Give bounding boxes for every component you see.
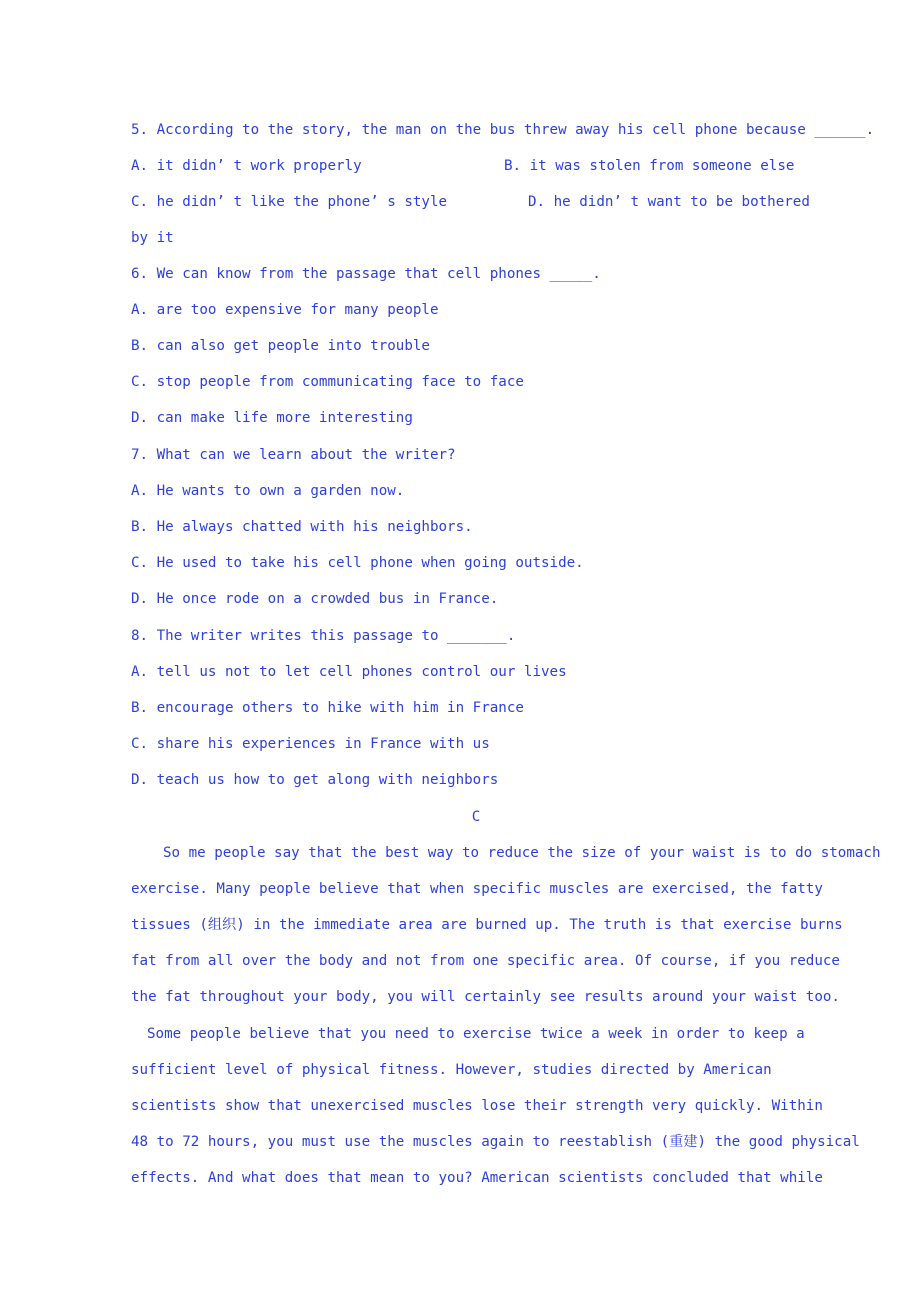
question-5-stem: 5. According to the story, the man on the bus threw away his cell phone because ______. [131, 122, 875, 138]
passage-p1-line-2: exercise. Many people believe that when specific muscles are exercised, the fatty [131, 881, 823, 897]
passage-p2-line-2: sufficient level of physical fitness. However, studies directed by American [131, 1062, 772, 1078]
passage-p2-line-5: effects. And what does that mean to you? American scientists concluded that while [131, 1170, 823, 1186]
question-6-stem: 6. We can know from the passage that cell phones _____. [131, 266, 601, 282]
question-5-option-d-continued: by it [131, 230, 174, 246]
question-6-option-c: C. stop people from communicating face to face [131, 374, 524, 390]
passage-p2-line-3: scientists show that unexercised muscles lose their strength very quickly. Within [131, 1098, 823, 1114]
question-5-option-b: B. it was stolen from someone else [504, 158, 795, 174]
question-8-stem: 8. The writer writes this passage to _______. [131, 628, 516, 644]
question-7-option-c: C. He used to take his cell phone when going outside. [131, 555, 584, 571]
question-8-option-c: C. share his experiences in France with us [131, 736, 490, 752]
question-7-option-a: A. He wants to own a garden now. [131, 483, 405, 499]
question-6-option-a: A. are too expensive for many people [131, 302, 439, 318]
question-7-stem: 7. What can we learn about the writer? [131, 447, 456, 463]
passage-p2-line-1: Some people believe that you need to exercise twice a week in order to keep a [147, 1026, 805, 1042]
question-5-option-a: A. it didn’ t work properly [131, 158, 362, 174]
question-8-option-b: B. encourage others to hike with him in France [131, 700, 524, 716]
question-6-option-b: B. can also get people into trouble [131, 338, 430, 354]
question-5-option-c: C. he didn’ t like the phone’ s style [131, 194, 448, 210]
passage-p1-line-4: fat from all over the body and not from one specific area. Of course, if you reduce [131, 953, 840, 969]
passage-p1-line-1: So me people say that the best way to reduce the size of your waist is to do stomach [163, 845, 881, 861]
question-8-option-a: A. tell us not to let cell phones control our lives [131, 664, 567, 680]
passage-p1-line-3: tissues (组织) in the immediate area are burned up. The truth is that exercise burns [131, 917, 843, 933]
section-label: C [471, 809, 481, 825]
question-5-option-d: D. he didn’ t want to be bothered [528, 194, 810, 210]
question-6-option-d: D. can make life more interesting [131, 410, 413, 426]
question-7-option-b: B. He always chatted with his neighbors. [131, 519, 473, 535]
question-7-option-d: D. He once rode on a crowded bus in France. [131, 591, 499, 607]
passage-p2-line-4: 48 to 72 hours, you must use the muscles again to reestablish (重建) the good physical [131, 1134, 860, 1150]
passage-p1-line-5: the fat throughout your body, you will certainly see results around your waist too. [131, 989, 840, 1005]
question-8-option-d: D. teach us how to get along with neighbors [131, 772, 499, 788]
